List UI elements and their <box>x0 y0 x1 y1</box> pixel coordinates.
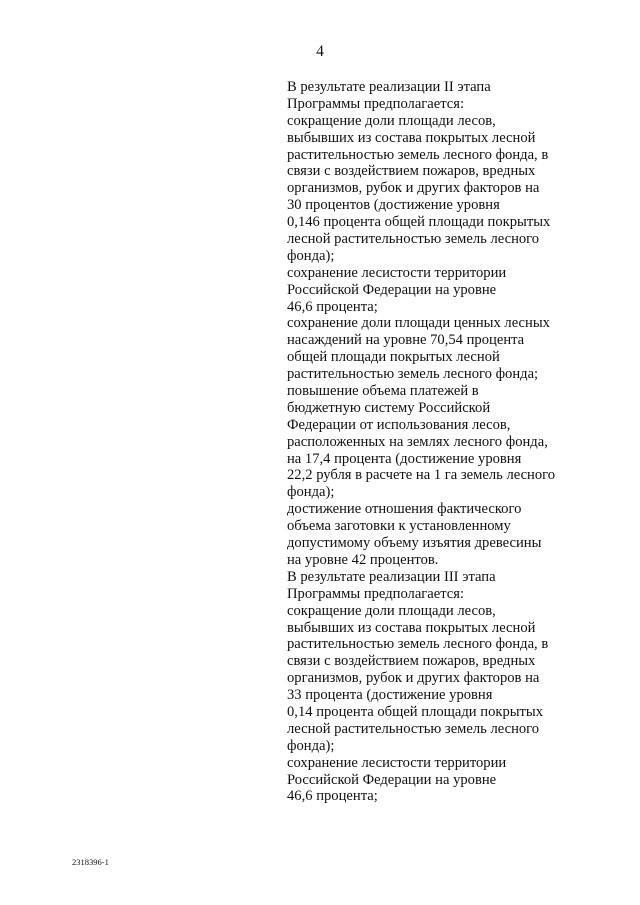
text-line: растительностью земель лесного фонда, в <box>287 146 549 163</box>
text-line: бюджетную систему Российской <box>287 399 491 416</box>
text-line: достижение отношения фактического <box>287 501 522 518</box>
text-line: 0,14 процента общей площади покрытых <box>287 703 544 720</box>
text-line: Программы предполагается: <box>287 95 465 112</box>
text-line: растительностью земель лесного фонда, в <box>287 636 549 653</box>
text-line: на уровне 42 процентов. <box>287 551 439 568</box>
text-line: организмов, рубок и других факторов на <box>287 670 540 687</box>
text-line: 33 процента (достижение уровня <box>287 687 493 704</box>
text-line: 0,146 процента общей площади покрытых <box>287 214 551 231</box>
text-line: сокращение доли площади лесов, <box>287 602 496 619</box>
text-line: связи с воздействием пожаров, вредных <box>287 653 536 670</box>
text-line: лесной растительностью земель лесного <box>287 231 540 248</box>
text-line: повышение объема платежей в <box>287 383 479 400</box>
text-line: расположенных на землях лесного фонда, <box>287 433 548 450</box>
text-line: растительностью земель лесного фонда; <box>287 366 539 383</box>
text-line: фонда); <box>287 484 335 501</box>
document-body <box>287 79 632 805</box>
text-line: В результате реализации III этапа <box>287 568 496 585</box>
text-line: сохранение лесистости территории <box>287 264 507 281</box>
text-line: Российской Федерации на уровне <box>287 771 497 788</box>
text-line: выбывших из состава покрытых лесной <box>287 619 536 636</box>
page-number: 4 <box>316 43 324 60</box>
text-line: 30 процентов (достижение уровня <box>287 197 500 214</box>
text-line: насаждений на уровне 70,54 процента <box>287 332 525 349</box>
text-line: В результате реализации II этапа <box>287 79 491 95</box>
text-line: лесной растительностью земель лесного <box>287 720 540 737</box>
text-line: объема заготовки к установленному <box>287 518 511 535</box>
text-line: 46,6 процента; <box>287 788 378 805</box>
text-line: Российской Федерации на уровне <box>287 281 497 298</box>
text-line: допустимому объему изъятия древесины <box>287 535 542 552</box>
text-line: общей площади покрытых лесной <box>287 349 500 366</box>
text-line: фонда); <box>287 737 335 754</box>
text-line: фонда); <box>287 247 335 264</box>
text-line: Федерации от использования лесов, <box>287 416 511 433</box>
text-line: выбывших из состава покрытых лесной <box>287 129 536 146</box>
text-line: 46,6 процента; <box>287 298 378 315</box>
text-line: сохранение доли площади ценных лесных <box>287 315 550 332</box>
text-line: сохранение лесистости территории <box>287 754 507 771</box>
text-line: сокращение доли площади лесов, <box>287 112 496 129</box>
text-line: 22,2 рубля в расчете на 1 га земель лесного <box>287 467 556 484</box>
text-line: связи с воздействием пожаров, вредных <box>287 163 536 180</box>
text-line: организмов, рубок и других факторов на <box>287 180 540 197</box>
document-id: 2318396-1 <box>72 857 109 867</box>
text-line: Программы предполагается: <box>287 585 465 602</box>
text-line: на 17,4 процента (достижение уровня <box>287 450 522 467</box>
